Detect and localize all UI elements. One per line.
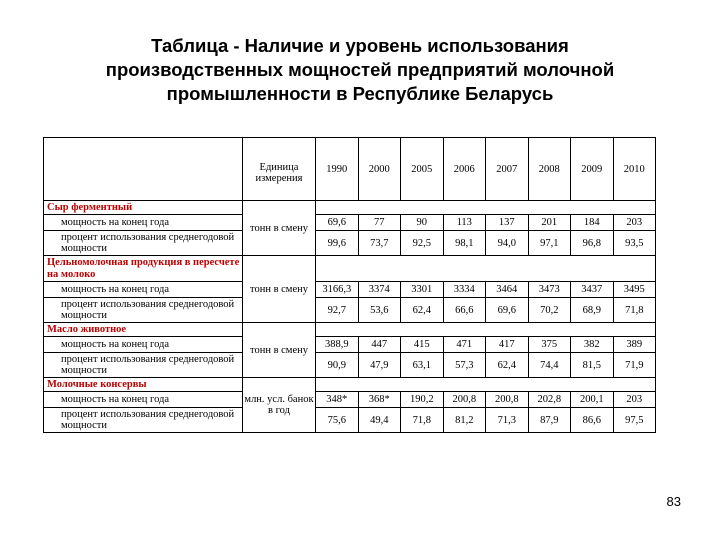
capacity-table <box>43 137 656 433</box>
value-cell: 63,1 <box>401 353 444 378</box>
value-cell: 3437 <box>571 282 614 298</box>
header-year: 2006 <box>443 138 486 201</box>
table-row <box>44 337 656 353</box>
row-label: мощность на конец года <box>44 337 243 353</box>
value-cell: 77 <box>358 215 401 231</box>
value-cell: 375 <box>528 337 571 353</box>
value-cell: 202,8 <box>528 392 571 408</box>
value-cell: 203 <box>613 392 656 408</box>
title-line-2: производственных мощностей предприятий молочной <box>105 59 615 80</box>
page-number: 83 <box>666 494 681 509</box>
section-unit: тонн в смену <box>243 201 316 256</box>
section-header-row <box>44 378 656 392</box>
title-line-3: промышленности в Республике Беларусь <box>166 83 554 104</box>
header-year: 2007 <box>486 138 529 201</box>
value-cell: 73,7 <box>358 231 401 256</box>
value-cell: 53,6 <box>358 298 401 323</box>
value-cell: 90 <box>401 215 444 231</box>
section-empty-cell <box>316 323 656 337</box>
value-cell: 62,4 <box>401 298 444 323</box>
value-cell: 71,8 <box>613 298 656 323</box>
section-header-row <box>44 201 656 215</box>
value-cell: 201 <box>528 215 571 231</box>
table-row <box>44 392 656 408</box>
value-cell: 3464 <box>486 282 529 298</box>
value-cell: 417 <box>486 337 529 353</box>
value-cell: 97,5 <box>613 408 656 433</box>
value-cell: 71,9 <box>613 353 656 378</box>
value-cell: 57,3 <box>443 353 486 378</box>
header-empty-cell <box>44 138 243 201</box>
table-row <box>44 298 656 323</box>
header-year: 1990 <box>316 138 359 201</box>
row-label: мощность на конец года <box>44 392 243 408</box>
value-cell: 200,1 <box>571 392 614 408</box>
value-cell: 75,6 <box>316 408 359 433</box>
section-unit: тонн в смену <box>243 323 316 378</box>
header-unit: Единица измерения <box>243 138 316 201</box>
row-label: процент использования среднегодовой мощности <box>44 298 243 323</box>
row-label: мощность на конец года <box>44 282 243 298</box>
value-cell: 415 <box>401 337 444 353</box>
value-cell: 81,5 <box>571 353 614 378</box>
row-label: процент использования среднегодовой мощности <box>44 353 243 378</box>
header-year: 2005 <box>401 138 444 201</box>
value-cell: 47,9 <box>358 353 401 378</box>
value-cell: 68,9 <box>571 298 614 323</box>
row-label: процент использования среднегодовой мощности <box>44 231 243 256</box>
value-cell: 203 <box>613 215 656 231</box>
value-cell: 99,6 <box>316 231 359 256</box>
value-cell: 3374 <box>358 282 401 298</box>
value-cell: 200,8 <box>486 392 529 408</box>
value-cell: 97,1 <box>528 231 571 256</box>
value-cell: 382 <box>571 337 614 353</box>
header-year: 2000 <box>358 138 401 201</box>
value-cell: 71,3 <box>486 408 529 433</box>
table-header-row <box>44 138 656 201</box>
table-row <box>44 215 656 231</box>
table-row <box>44 231 656 256</box>
value-cell: 98,1 <box>443 231 486 256</box>
section-empty-cell <box>316 201 656 215</box>
section-empty-cell <box>316 378 656 392</box>
value-cell: 3301 <box>401 282 444 298</box>
section-empty-cell <box>316 256 656 282</box>
header-year: 2008 <box>528 138 571 201</box>
value-cell: 184 <box>571 215 614 231</box>
value-cell: 93,5 <box>613 231 656 256</box>
header-year: 2010 <box>613 138 656 201</box>
value-cell: 66,6 <box>443 298 486 323</box>
section-header-row <box>44 256 656 282</box>
table-row <box>44 408 656 433</box>
value-cell: 92,7 <box>316 298 359 323</box>
value-cell: 3166,3 <box>316 282 359 298</box>
value-cell: 3473 <box>528 282 571 298</box>
value-cell: 190,2 <box>401 392 444 408</box>
value-cell: 348* <box>316 392 359 408</box>
value-cell: 471 <box>443 337 486 353</box>
row-label: мощность на конец года <box>44 215 243 231</box>
value-cell: 74,4 <box>528 353 571 378</box>
value-cell: 86,6 <box>571 408 614 433</box>
value-cell: 69,6 <box>486 298 529 323</box>
section-name: Молочные консервы <box>44 378 243 392</box>
section-name: Сыр ферментный <box>44 201 243 215</box>
table-row <box>44 353 656 378</box>
section-header-row <box>44 323 656 337</box>
section-unit: тонн в смену <box>243 256 316 323</box>
value-cell: 137 <box>486 215 529 231</box>
value-cell: 94,0 <box>486 231 529 256</box>
header-year: 2009 <box>571 138 614 201</box>
section-name: Масло животное <box>44 323 243 337</box>
value-cell: 447 <box>358 337 401 353</box>
value-cell: 3334 <box>443 282 486 298</box>
section-name: Цельномолочная продукция в пересчете на молоко <box>44 256 243 282</box>
value-cell: 3495 <box>613 282 656 298</box>
value-cell: 388,9 <box>316 337 359 353</box>
value-cell: 81,2 <box>443 408 486 433</box>
value-cell: 96,8 <box>571 231 614 256</box>
value-cell: 87,9 <box>528 408 571 433</box>
title-line-1: Таблица - Наличие и уровень использования <box>151 35 569 56</box>
value-cell: 113 <box>443 215 486 231</box>
value-cell: 69,6 <box>316 215 359 231</box>
value-cell: 49,4 <box>358 408 401 433</box>
value-cell: 389 <box>613 337 656 353</box>
value-cell: 200,8 <box>443 392 486 408</box>
page-title <box>40 34 680 106</box>
value-cell: 368* <box>358 392 401 408</box>
section-unit: млн. усл. банок в год <box>243 378 316 433</box>
table-row <box>44 282 656 298</box>
value-cell: 90,9 <box>316 353 359 378</box>
value-cell: 92,5 <box>401 231 444 256</box>
value-cell: 71,8 <box>401 408 444 433</box>
value-cell: 62,4 <box>486 353 529 378</box>
value-cell: 70,2 <box>528 298 571 323</box>
row-label: процент использования среднегодовой мощности <box>44 408 243 433</box>
